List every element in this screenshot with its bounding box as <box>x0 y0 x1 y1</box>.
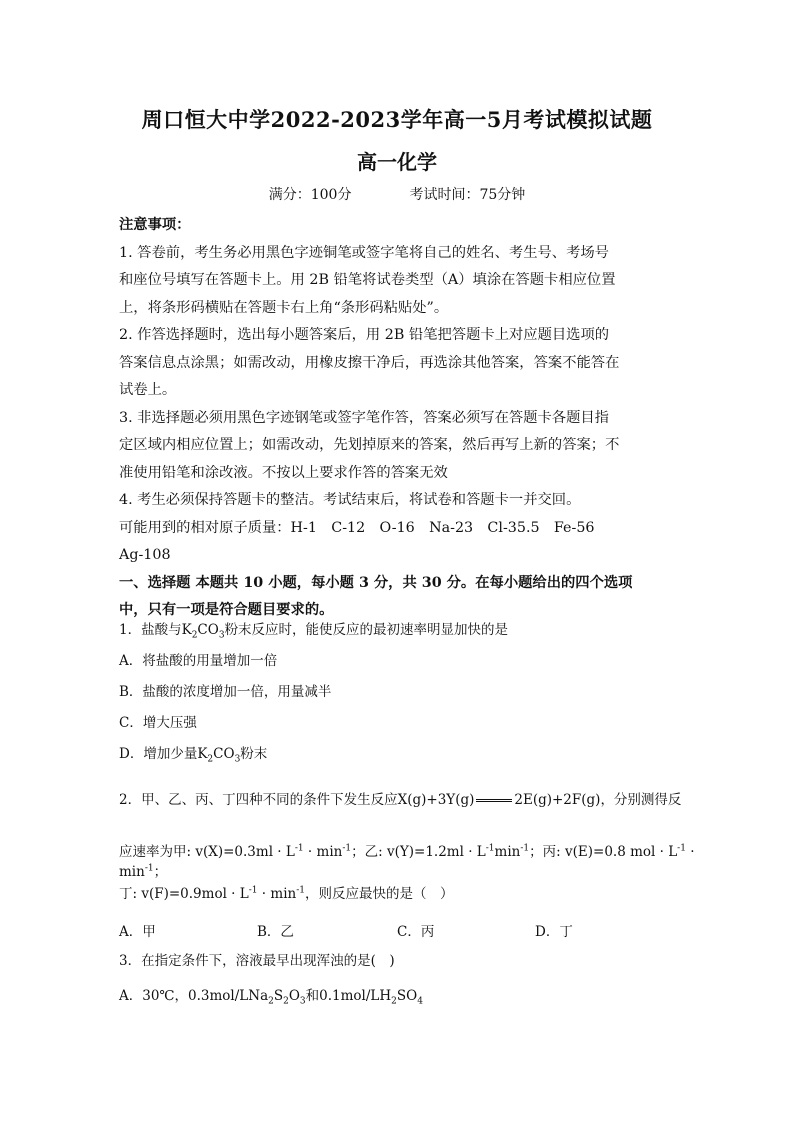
option-b: B．乙 <box>257 924 294 940</box>
reaction-equation: X(g)+3Y(g) 2E(g)+2F(g) <box>397 792 601 808</box>
note-line: 2. 作答选择题时，选出每小题答案后，用 2B 铅笔把答题卡上对应题目选项的 <box>119 327 610 343</box>
note-line: 3. 非选择题必须用黑色字迹钢笔或签字笔作答，答案必须写在答题卡各题目指 <box>119 409 609 426</box>
note-line: 和座位号填写在答题卡上。用 2B 铅笔将试卷类型（A）填涂在答题卡相应位置 <box>119 272 616 288</box>
note-line: 答案信息点涂黑；如需改动，用橡皮擦干净后，再选涂其他答案，答案不能答在 <box>119 354 620 371</box>
option-a: A．将盐酸的用量增加一倍 <box>119 653 278 669</box>
question-2-rates: 应速率为甲: $v(X)=0.3ml \cdot L^{-1} \cdot \min^{-1}$；乙: $v(Y)=1.2ml \cdot L^{-1}\min^{-1}$；丙: v(E)=0.8 mol · $L^{-1} \cdot \min^{-1}$； <box>119 843 695 880</box>
subject-title: 高一化学 <box>357 150 437 174</box>
section-heading: 中，只有一项是符合题目要求的。 <box>119 602 334 618</box>
notes-section <box>119 212 679 625</box>
note-line: 试卷上。 <box>119 382 177 398</box>
exam-meta <box>0 184 794 204</box>
notes-heading: 注意事项： <box>119 217 191 233</box>
section-heading: 一、选择题 本题共 10 小题，每小题 3 分，共 30 分。在每小题给出的四个选项 <box>119 574 633 591</box>
option-c: C．丙 <box>397 924 435 940</box>
option-a: A．甲 <box>119 924 156 940</box>
option-d: D．丁 <box>535 924 573 940</box>
exam-title: 周口恒大中学2022-2023学年高一5月考试模拟试题 <box>141 107 653 132</box>
atomic-mass-line: 可能用到的相对原子质量：H-1 C-12 O-16 Na-23 Cl-35.5 Fe-56 <box>119 519 595 536</box>
option-c: C．增大压强 <box>119 715 197 731</box>
note-line: 上，将条形码横贴在答题卡右上角“条形码粘贴处”。 <box>119 299 449 316</box>
atomic-mass-line: Ag-108 <box>119 547 171 563</box>
exam-time: 考试时间：75分钟 <box>409 187 526 203</box>
question-2-options <box>119 920 679 940</box>
full-score: 满分：100分 <box>268 187 352 203</box>
question-2-rates-2: 丁: $v(F)=0.9mol \cdot L^{-1} \cdot \min^{-1}$，则反应最快的是（ ） <box>119 885 454 902</box>
option-a: A．30℃，$0.3mol/LNa_2S_2O_3$和$0.1mol/LH_2SO_4$ <box>119 988 423 1007</box>
note-line: 4. 考生必须保持答题卡的整洁。考试结束后，将试卷和答题卡一并交回。 <box>119 492 581 508</box>
note-line: 1. 答卷前，考生务必用黑色字迹铜笔或签字笔将自己的姓名、考生号、考场号 <box>119 244 609 261</box>
note-line: 定区域内相应位置上；如需改动，先划掉原来的答案，然后再写上新的答案；不 <box>119 437 620 453</box>
option-d: D．增加少量$K_2CO_3$粉末 <box>119 746 268 765</box>
question-2-stem: 2．甲、乙、丙、丁四种不同的条件下发生反应X(g)+3Y(g) 2E(g)+2F(g)，分别测得反 <box>119 792 682 808</box>
equilibrium-sign <box>476 799 512 802</box>
question-1-stem: 1．盐酸与$K_2CO_3$粉末反应时，能使反应的最初速率明显加快的是 <box>119 622 509 641</box>
question-3-stem: 3．在指定条件下，溶液最早出现浑浊的是( ) <box>119 953 395 969</box>
option-b: B．盐酸的浓度增加一倍，用量减半 <box>119 684 332 700</box>
note-line: 准使用铅笔和涂改液。不按以上要求作答的答案无效 <box>119 464 448 481</box>
